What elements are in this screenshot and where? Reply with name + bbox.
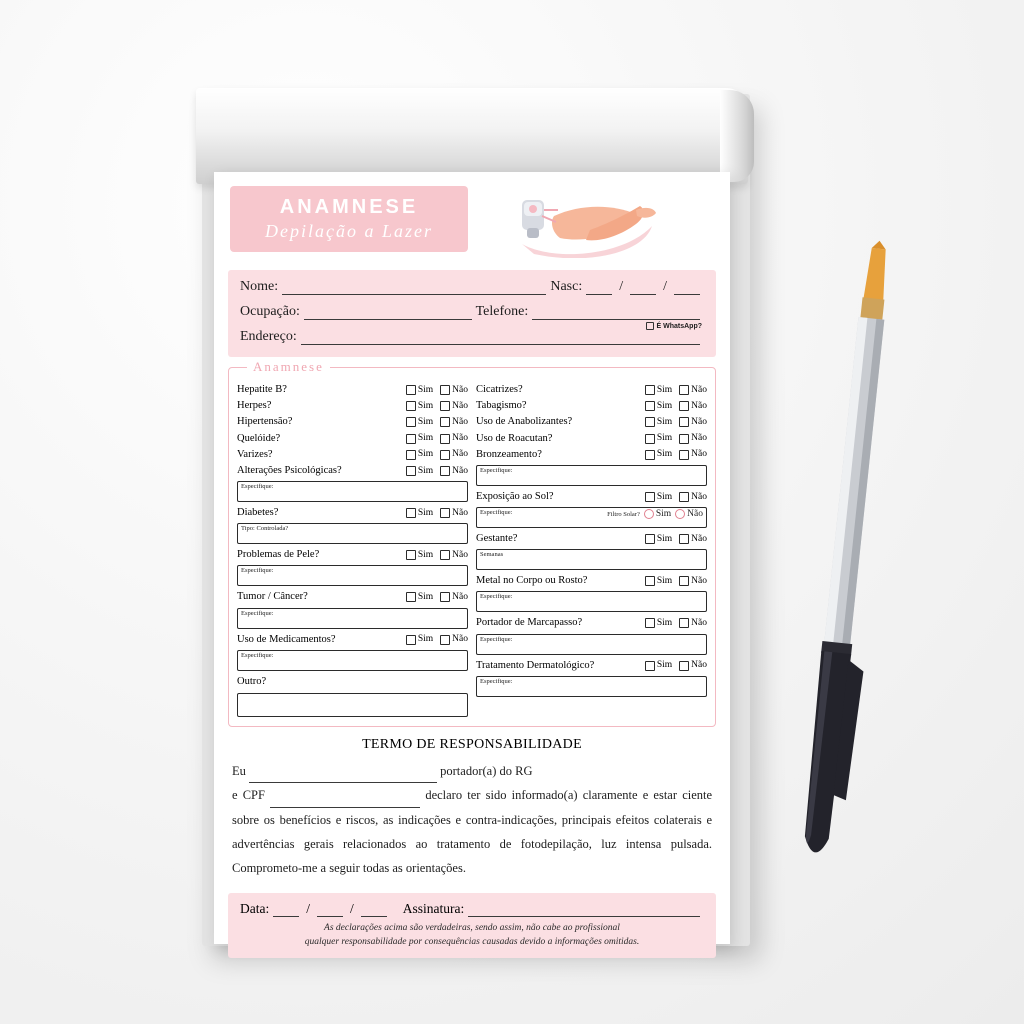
nao-label: Não — [452, 433, 468, 444]
option-nao[interactable] — [440, 432, 468, 445]
nao-label: Não — [691, 660, 707, 671]
option-nao[interactable] — [679, 491, 707, 504]
checkbox-nao[interactable] — [440, 592, 450, 602]
sim-label: Sim — [417, 417, 434, 428]
termo-line1-a: Eu — [232, 763, 246, 778]
sim-label: Sim — [655, 509, 672, 520]
question-bronzeamento — [476, 447, 707, 463]
question-cicatrizes — [476, 382, 707, 398]
question-label: Cicatrizes? — [476, 384, 523, 395]
nao-label: Não — [691, 433, 707, 444]
sim-label: Sim — [656, 384, 673, 395]
sim-label: Sim — [417, 433, 434, 444]
nasc-year-input[interactable] — [674, 280, 700, 295]
option-nao[interactable] — [679, 617, 707, 630]
checkbox-sim[interactable] — [406, 550, 416, 560]
nao-label: Não — [691, 417, 707, 428]
form-header — [214, 172, 730, 258]
anamnese-panel — [228, 359, 716, 727]
option-nao[interactable] — [679, 400, 707, 413]
question-hepatite-b — [237, 382, 468, 398]
nao-label: Não — [452, 400, 468, 411]
checkbox-sim[interactable] — [406, 450, 416, 460]
checkbox-nao[interactable] — [679, 401, 689, 411]
answer-outro-box[interactable] — [237, 693, 468, 717]
sim-label: Sim — [656, 618, 673, 629]
options — [645, 533, 707, 546]
nao-label: Não — [452, 449, 468, 460]
options — [645, 491, 707, 504]
checkbox-nao[interactable] — [679, 576, 689, 586]
checkbox-nao[interactable] — [679, 385, 689, 395]
options — [406, 400, 468, 413]
option-nao[interactable] — [679, 416, 707, 429]
question-label: Hipertensão? — [237, 416, 293, 428]
checkbox-nao[interactable] — [679, 618, 689, 628]
option-nao[interactable] — [440, 400, 468, 413]
nao-label: Não — [452, 384, 468, 395]
sim-label: Sim — [656, 575, 673, 586]
nao-label: Não — [691, 400, 707, 411]
checkbox-nao[interactable] — [440, 385, 450, 395]
question-label: Bronzeamento? — [476, 448, 542, 460]
question-gestante — [476, 531, 707, 547]
option-sim[interactable] — [406, 465, 433, 478]
termo-text — [214, 759, 730, 881]
specify-alteracoes-psicologicas[interactable]: Especifique: — [237, 481, 468, 502]
nao-label: Não — [691, 449, 707, 460]
question-uso-de-medicamentos — [237, 632, 468, 648]
form-subtitle: Depilação a Lazer — [265, 220, 433, 241]
specify-tratamento-dermatologico[interactable]: Especifique: — [476, 676, 707, 697]
options — [406, 384, 468, 397]
option-filtro-sim[interactable] — [644, 509, 671, 519]
option-sim[interactable] — [645, 448, 672, 461]
option-sim[interactable] — [645, 659, 672, 672]
checkbox-nao[interactable] — [679, 450, 689, 460]
nasc-label: Nasc: — [550, 279, 583, 294]
options — [406, 633, 468, 646]
checkbox-nao[interactable] — [679, 492, 689, 502]
question-label: Exposição ao Sol? — [476, 490, 554, 502]
nome-termo-input[interactable] — [249, 770, 437, 783]
nao-label: Não — [691, 491, 707, 502]
checkbox-sim[interactable] — [406, 592, 416, 602]
question-outro — [237, 674, 468, 690]
nome-input[interactable] — [282, 280, 546, 295]
option-nao[interactable] — [440, 507, 468, 520]
assinatura-input[interactable] — [468, 902, 700, 917]
options — [406, 416, 468, 429]
option-sim[interactable] — [406, 549, 433, 562]
nao-label: Não — [452, 417, 468, 428]
anamnese-right-column — [476, 382, 707, 717]
option-sim[interactable] — [406, 633, 433, 646]
options — [406, 448, 468, 461]
sim-label: Sim — [417, 549, 434, 560]
nao-label: Não — [452, 549, 468, 560]
options — [406, 432, 468, 445]
question-portador-de-marcapasso — [476, 615, 707, 631]
question-label: Outro? — [237, 675, 267, 687]
sim-label: Sim — [417, 449, 434, 460]
row-data-assinatura — [240, 901, 704, 917]
date-sep-2: / — [663, 279, 667, 294]
specify-diabetes[interactable]: Tipo: Controlada? — [237, 523, 468, 544]
specify-bronzeamento[interactable]: Especifique: — [476, 465, 707, 486]
question-herpes — [237, 398, 468, 414]
checkbox-nao[interactable] — [440, 434, 450, 444]
options — [645, 400, 707, 413]
question-alteracoes-psicologicas — [237, 463, 468, 479]
assinatura-label: Assinatura: — [402, 900, 465, 916]
checkbox-sim[interactable] — [645, 492, 655, 502]
filtro-solar-group — [607, 509, 703, 519]
data-label: Data: — [240, 900, 270, 916]
option-sim[interactable] — [406, 507, 433, 520]
option-sim[interactable] — [645, 416, 672, 429]
options — [645, 384, 707, 397]
row-endereco — [240, 329, 704, 345]
nao-label: Não — [452, 592, 468, 603]
options — [406, 465, 468, 478]
options — [645, 432, 707, 445]
question-label: Portador de Marcapasso? — [476, 617, 583, 629]
checkbox-sim[interactable] — [645, 661, 655, 671]
termo-line2-b: declaro ter sido informado(a) claramente e estar — [425, 788, 678, 803]
option-sim[interactable] — [645, 575, 672, 588]
checkbox-sim[interactable] — [406, 434, 416, 444]
data-day-input[interactable] — [273, 902, 299, 917]
checkbox-sim[interactable] — [406, 508, 416, 518]
question-label: Herpes? — [237, 400, 272, 412]
sim-label: Sim — [656, 449, 673, 460]
laser-hair-removal-illustration — [494, 186, 664, 258]
sim-label: Sim — [417, 465, 434, 476]
specify-label: Especifique: — [480, 509, 513, 517]
checkbox-nao[interactable] — [440, 635, 450, 645]
checkbox-sim[interactable] — [645, 401, 655, 411]
data-year-input[interactable] — [361, 902, 387, 917]
sim-label: Sim — [656, 660, 673, 671]
checkbox-sim[interactable] — [645, 434, 655, 444]
sim-label: Sim — [656, 491, 673, 502]
question-hipertensao — [237, 414, 468, 430]
telefone-label: Telefone: — [475, 304, 529, 319]
ocupacao-label: Ocupação: — [240, 304, 300, 319]
question-label: Metal no Corpo ou Rosto? — [476, 575, 588, 587]
foot-date-sep-2: / — [350, 900, 354, 916]
checkbox-sim[interactable] — [406, 385, 416, 395]
notepad — [196, 88, 756, 953]
whatsapp-label: É WhatsApp? — [656, 322, 702, 330]
form-sheet — [214, 172, 730, 947]
foot-date-sep-1: / — [306, 900, 311, 916]
date-sep-1: / — [619, 279, 624, 294]
question-uso-de-roacutan — [476, 431, 707, 447]
option-nao[interactable] — [679, 533, 707, 546]
question-label: Hepatite B? — [237, 384, 287, 395]
checkbox-nao[interactable] — [679, 434, 689, 444]
option-nao[interactable] — [679, 384, 707, 397]
sim-label: Sim — [656, 400, 673, 411]
question-queloide — [237, 431, 468, 447]
termo-line2-a: e CPF — [232, 788, 265, 803]
sim-label: Sim — [656, 533, 673, 544]
options — [645, 617, 707, 630]
checkbox-nao[interactable] — [440, 450, 450, 460]
checkbox-sim[interactable] — [645, 417, 655, 427]
title-box — [230, 186, 468, 252]
form-title: ANAMNESE — [279, 195, 419, 218]
sim-label: Sim — [417, 592, 434, 603]
checkbox-sim[interactable] — [645, 385, 655, 395]
checkbox-nao[interactable] — [440, 466, 450, 476]
nao-label: Não — [691, 575, 707, 586]
question-label: Uso de Roacutan? — [476, 432, 553, 444]
termo-line1-b: portador(a) do RG — [440, 763, 533, 778]
question-label: Uso de Anabolizantes? — [476, 416, 573, 428]
disclaimer-line2: qualquer responsabilidade por consequências causadas devido a informações omitidas. — [304, 936, 640, 947]
whatsapp-checkbox-group[interactable] — [646, 322, 703, 330]
checkbox-nao[interactable] — [440, 508, 450, 518]
question-label: Problemas de Pele? — [237, 549, 320, 561]
option-nao[interactable] — [440, 549, 468, 562]
notepad-curled-sheet — [196, 88, 748, 184]
options — [406, 507, 468, 520]
disclaimer-note — [240, 922, 704, 950]
nao-label: Não — [691, 533, 707, 544]
options — [645, 448, 707, 461]
termo-body: ciente sobre os benefícios e riscos, as indicações e contra-indicações, principais efeitos colaterais e advertências gerais relacionados ao tratamento de fotodepilação, luz intensa pulsada. Comprometo-me a seguir todas as orientações. — [232, 788, 713, 876]
question-exposicao-ao-sol — [476, 489, 707, 505]
option-sim[interactable] — [406, 400, 433, 413]
question-label: Tabagismo? — [476, 400, 527, 412]
question-diabetes — [237, 505, 468, 521]
row-ocupacao-telefone — [240, 304, 704, 320]
question-label: Tratamento Dermatológico? — [476, 659, 595, 671]
signature-block — [228, 893, 716, 959]
question-tabagismo — [476, 398, 707, 414]
question-label: Alterações Psicológicas? — [237, 464, 342, 476]
option-sim[interactable] — [406, 384, 433, 397]
option-sim[interactable] — [645, 432, 672, 445]
nao-label: Não — [452, 465, 468, 476]
checkbox-sim[interactable] — [406, 417, 416, 427]
nao-label: Não — [687, 509, 703, 520]
options — [645, 659, 707, 672]
specify-metal-no-corpo[interactable]: Especifique: — [476, 591, 707, 612]
option-nao[interactable] — [679, 575, 707, 588]
nao-label: Não — [452, 507, 468, 518]
option-sim[interactable] — [645, 617, 672, 630]
nome-label: Nome: — [240, 279, 279, 294]
specify-problemas-de-pele[interactable]: Especifique: — [237, 565, 468, 586]
checkbox-nao[interactable] — [679, 417, 689, 427]
termo-title: TERMO DE RESPONSABILIDADE — [362, 736, 582, 752]
option-nao[interactable] — [679, 659, 707, 672]
checkbox-sim[interactable] — [406, 401, 416, 411]
question-label: Varizes? — [237, 448, 273, 460]
options — [406, 549, 468, 562]
option-sim[interactable] — [406, 432, 433, 445]
sim-label: Sim — [656, 433, 673, 444]
checkbox-nao[interactable] — [440, 550, 450, 560]
specify-uso-de-medicamentos[interactable]: Especifique: — [237, 650, 468, 671]
checkbox-sim[interactable] — [645, 450, 655, 460]
sim-label: Sim — [417, 507, 434, 518]
nao-label: Não — [691, 618, 707, 629]
row-nome-nasc — [240, 279, 704, 295]
sim-label: Sim — [417, 400, 434, 411]
option-filtro-nao[interactable] — [675, 509, 703, 519]
option-sim[interactable] — [645, 533, 672, 546]
checkbox-sim[interactable] — [645, 576, 655, 586]
telefone-input[interactable] — [532, 305, 700, 320]
option-sim[interactable] — [645, 384, 672, 397]
ballpoint-pen — [800, 240, 910, 900]
option-nao[interactable] — [679, 432, 707, 445]
question-varizes — [237, 447, 468, 463]
disclaimer-line1: As declarações acima são verdadeiras, sendo assim, não cabe ao profissional — [324, 922, 620, 933]
option-nao[interactable] — [440, 591, 468, 604]
nasc-day-input[interactable] — [586, 280, 612, 295]
sim-label: Sim — [417, 384, 434, 395]
nao-label: Não — [452, 634, 468, 645]
option-sim[interactable] — [645, 400, 672, 413]
question-uso-de-anabolizantes — [476, 414, 707, 430]
checkbox-nao[interactable] — [679, 534, 689, 544]
question-label: Quelóide? — [237, 432, 281, 444]
checkbox-sim[interactable] — [406, 635, 416, 645]
option-sim[interactable] — [406, 448, 433, 461]
radio-nao[interactable] — [675, 509, 685, 519]
anamnese-legend: Anamnese — [247, 359, 330, 375]
options — [645, 416, 707, 429]
checkbox-nao[interactable] — [440, 417, 450, 427]
option-nao[interactable] — [440, 633, 468, 646]
option-nao[interactable] — [679, 448, 707, 461]
option-sim[interactable] — [406, 416, 433, 429]
ocupacao-input[interactable] — [304, 305, 472, 320]
options — [645, 575, 707, 588]
nao-label: Não — [691, 384, 707, 395]
filtro-solar-label: Filtro Solar? — [607, 510, 640, 518]
question-problemas-de-pele — [237, 547, 468, 563]
checkbox-nao[interactable] — [679, 661, 689, 671]
checkbox-sim[interactable] — [645, 618, 655, 628]
whatsapp-checkbox[interactable] — [646, 322, 654, 330]
specify-gestante-semanas[interactable]: Semanas — [476, 549, 707, 570]
endereco-label: Endereço: — [240, 329, 297, 344]
specify-tumor-cancer[interactable]: Especifique: — [237, 608, 468, 629]
option-nao[interactable] — [440, 416, 468, 429]
anamnese-left-column — [237, 382, 468, 717]
option-nao[interactable] — [440, 448, 468, 461]
option-nao[interactable] — [440, 384, 468, 397]
endereco-input[interactable] — [301, 330, 700, 345]
checkbox-sim[interactable] — [406, 466, 416, 476]
sim-label: Sim — [417, 634, 434, 645]
cpf-input[interactable] — [270, 795, 420, 808]
options — [406, 591, 468, 604]
question-tumor-cancer — [237, 589, 468, 605]
specify-portador-de-marcapasso[interactable]: Especifique: — [476, 634, 707, 655]
question-label: Diabetes? — [237, 507, 279, 519]
option-sim[interactable] — [406, 591, 433, 604]
patient-info-block — [228, 270, 716, 357]
question-metal-no-corpo-ou-rosto — [476, 573, 707, 589]
question-label: Tumor / Câncer? — [237, 591, 308, 603]
question-label: Gestante? — [476, 533, 518, 545]
nasc-month-input[interactable] — [630, 280, 656, 295]
checkbox-sim[interactable] — [645, 534, 655, 544]
option-sim[interactable] — [645, 491, 672, 504]
question-label: Uso de Medicamentos? — [237, 633, 336, 645]
radio-sim[interactable] — [644, 509, 654, 519]
question-tratamento-dermatologico — [476, 658, 707, 674]
checkbox-nao[interactable] — [440, 401, 450, 411]
data-month-input[interactable] — [317, 902, 343, 917]
specify-exposicao-ao-sol[interactable] — [476, 507, 707, 528]
sim-label: Sim — [656, 417, 673, 428]
option-nao[interactable] — [440, 465, 468, 478]
